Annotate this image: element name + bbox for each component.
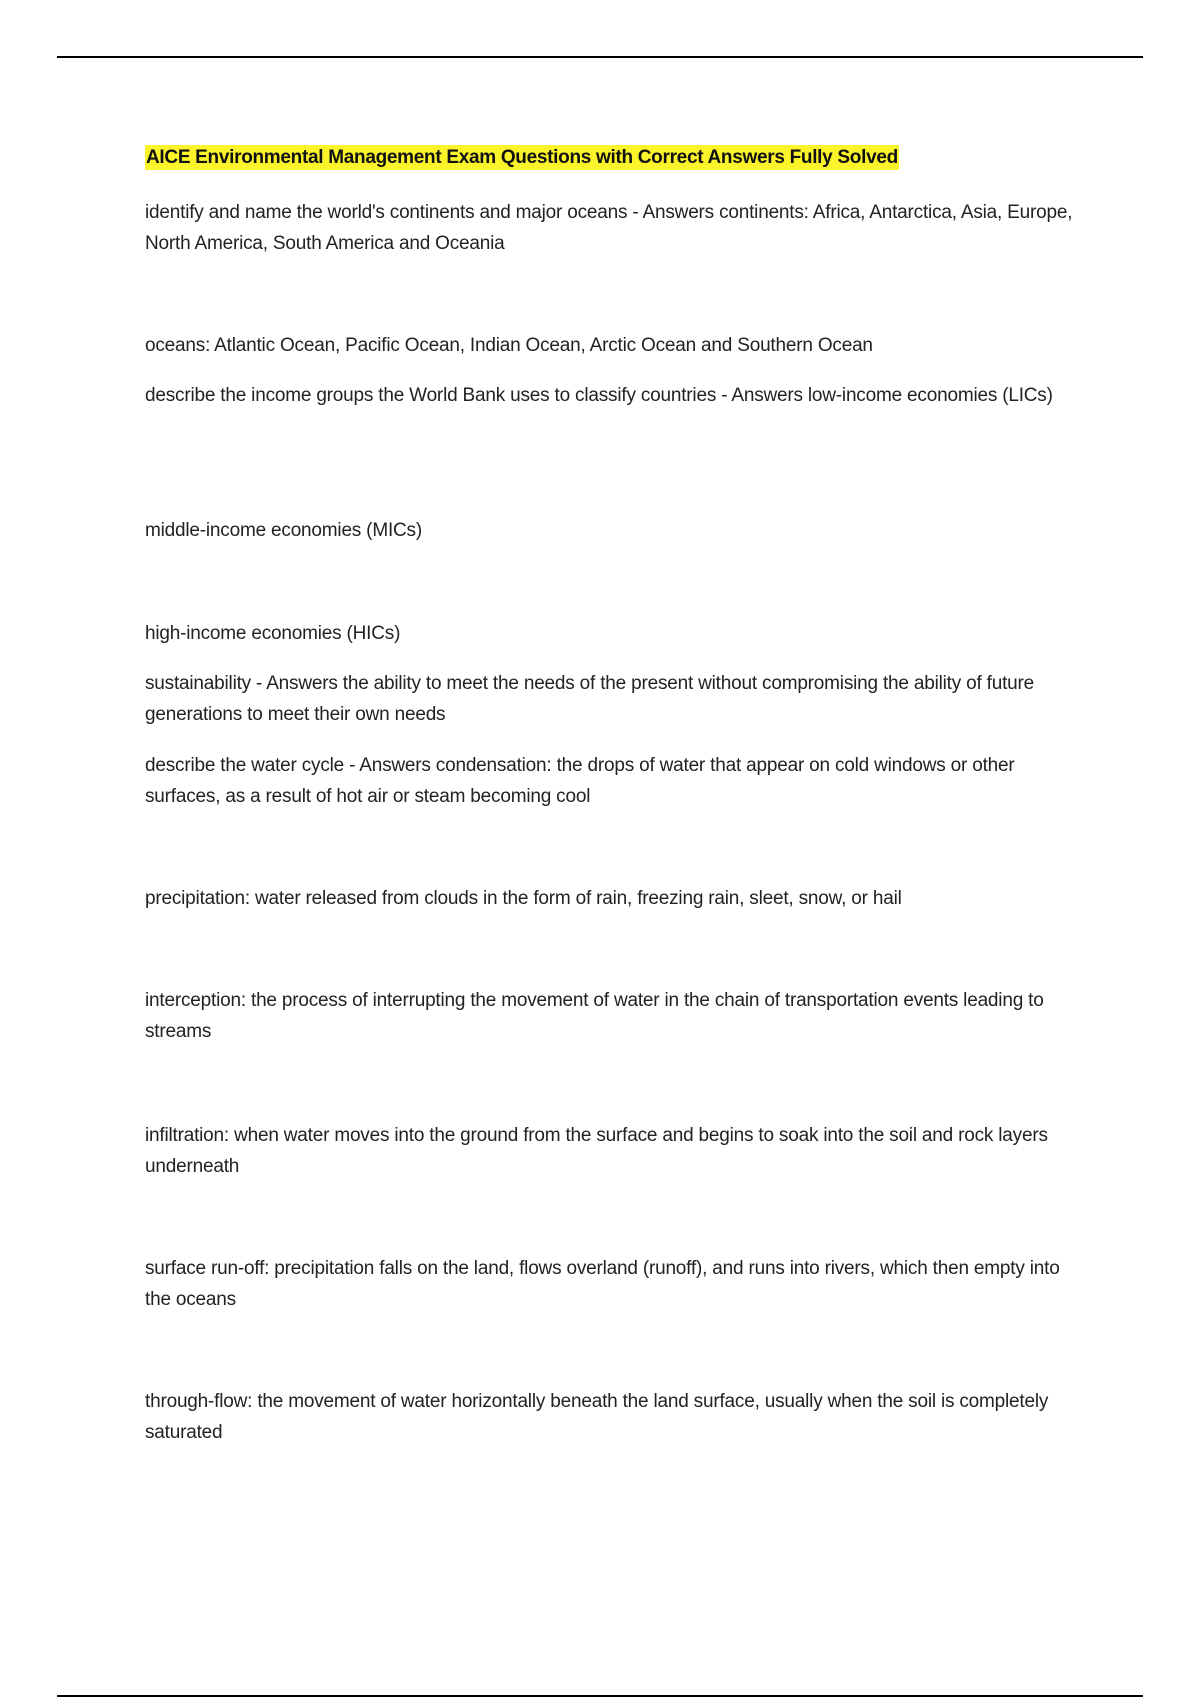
footer-rule — [57, 1695, 1143, 1697]
paragraph-precipitation: precipitation: water released from clouds in the form of rain, freezing rain, sleet, snow, or hail — [145, 888, 902, 909]
paragraph-infiltration: infiltration: when water moves into the ground from the surface and begins to soak into the soil and rock layers underneath — [145, 1125, 1048, 1177]
paragraph-high-income: high-income economies (HICs) — [145, 623, 401, 644]
paragraph-continents-oceans: identify and name the world's continents and major oceans - Answers continents: Africa, Antarctica, Asia, Europe, North America, South America and Oceania — [145, 202, 1073, 254]
paragraph-through-flow: through-flow: the movement of water horizontally beneath the land surface, usually when the soil is completely saturated — [145, 1391, 1049, 1443]
paragraph-surface-runoff: surface run-off: precipitation falls on the land, flows overland (runoff), and runs into rivers, which then empty into the oceans — [145, 1258, 1060, 1310]
paragraph-income-groups: describe the income groups the World Bank uses to classify countries - Answers low-income economies (LICs) — [145, 385, 1053, 406]
paragraph-sustainability: sustainability - Answers the ability to meet the needs of the present without compromising the ability of future generations to meet their own needs — [145, 673, 1035, 725]
paragraph-interception: interception: the process of interrupting the movement of water in the chain of transportation events leading to streams — [145, 990, 1044, 1042]
paragraph-oceans: oceans: Atlantic Ocean, Pacific Ocean, Indian Ocean, Arctic Ocean and Southern Ocean — [145, 335, 873, 356]
header-rule — [57, 56, 1143, 58]
paragraph-water-cycle: describe the water cycle - Answers condensation: the drops of water that appear on cold windows or other surfaces, as a result of hot air or steam becoming cool — [145, 755, 1015, 807]
document-body — [145, 145, 1085, 1443]
paragraph-middle-income: middle-income economies (MICs) — [145, 520, 422, 541]
document-title: AICE Environmental Management Exam Questions with Correct Answers Fully Solved — [146, 147, 898, 168]
